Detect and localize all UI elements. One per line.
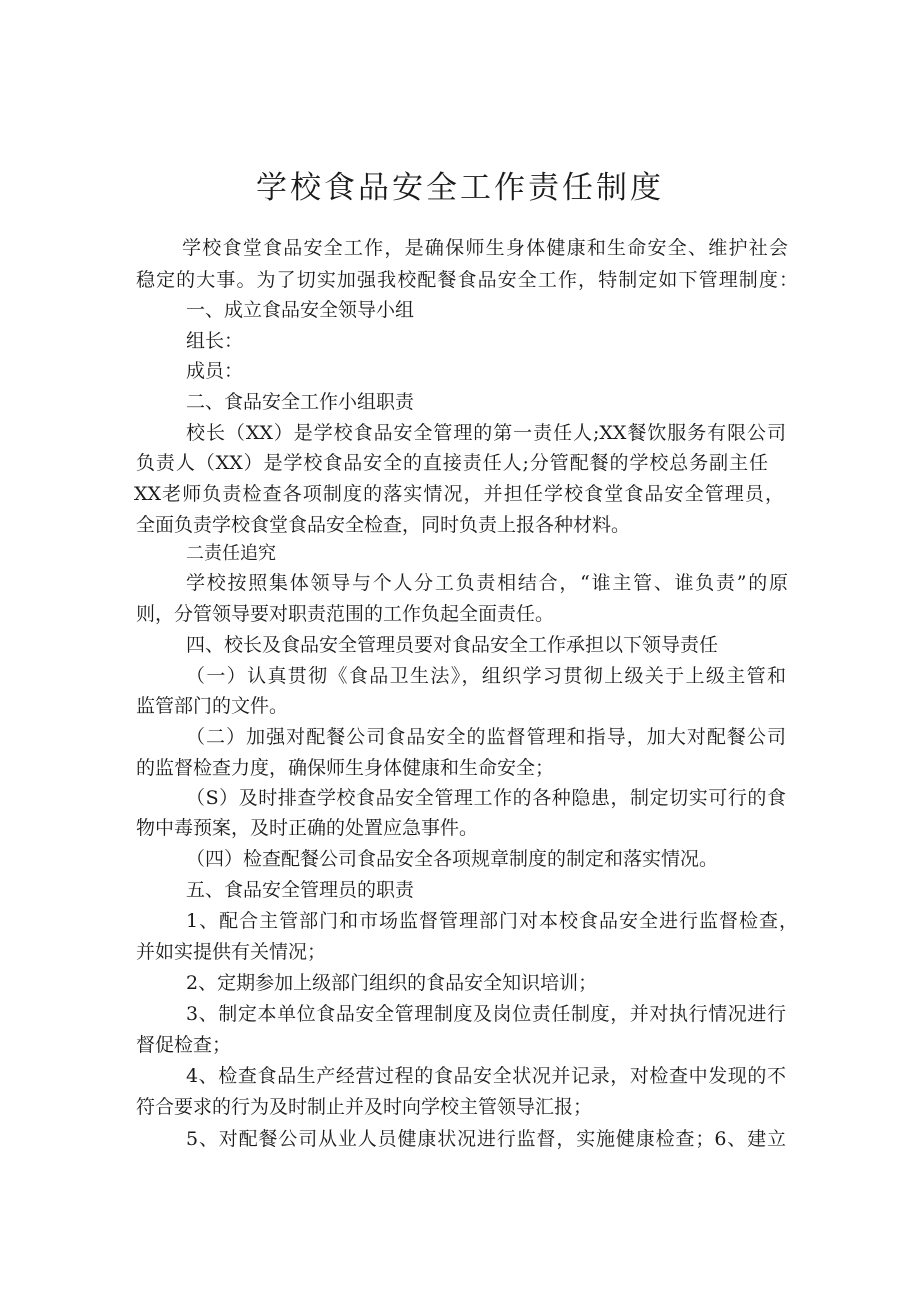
- paragraph-line: （一）认真贯彻《食品卫生法》，组织学习贯彻上级关于上级主管和: [186, 665, 786, 687]
- paragraph-line: 4、检查食品生产经营过程的食品安全状况并记录，对检查中发现的不: [186, 1065, 786, 1087]
- section-heading: 一、成立食品安全领导小组: [186, 299, 415, 321]
- paragraph-line: 全面负责学校食堂食品安全检查，同时负责上报各种材料。: [136, 514, 631, 536]
- section-heading: 五、食品安全管理员的职责: [186, 879, 415, 901]
- document-title: 学校食品安全工作责任制度: [256, 170, 664, 206]
- section-heading: 四、校长及食品安全管理员要对食品安全工作承担以下领导责任: [186, 634, 719, 656]
- paragraph-line: 校长（XX）是学校食品安全管理的第一责任人;XX餐饮服务有限公司: [186, 422, 786, 444]
- paragraph-line: 稳定的大事。为了切实加强我校配餐食品安全工作，特制定如下管理制度：: [136, 269, 798, 291]
- paragraph-line: 5、对配餐公司从业人员健康状况进行监督，实施健康检查；6、建立: [186, 1128, 786, 1150]
- paragraph-line: 成员：: [186, 360, 244, 382]
- paragraph-line: 组长：: [186, 330, 244, 352]
- section-heading: 二、食品安全工作小组职责: [186, 391, 415, 413]
- paragraph-line: 督促检查；: [136, 1034, 232, 1056]
- paragraph-line: （四）检查配餐公司食品安全各项规章制度的制定和落实情况。: [186, 848, 719, 870]
- paragraph-line: 则，分管领导要对职责范围的工作负起全面责任。: [136, 603, 555, 625]
- paragraph-line: 符合要求的行为及时制止并及时向学校主管领导汇报；: [136, 1096, 593, 1118]
- paragraph-line: 学校按照集体领导与个人分工负责相结合，“谁主管、谁负责”的原: [186, 572, 788, 594]
- paragraph-line: 监管部门的文件。: [136, 695, 289, 717]
- paragraph-line: 2、定期参加上级部门组织的食品安全知识培训；: [186, 972, 598, 994]
- paragraph-line: 的监督检查力度，确保师生身体健康和生命安全；: [136, 757, 555, 779]
- paragraph-line: 学校食堂食品安全工作，是确保师生身体健康和生命安全、维护社会: [182, 237, 788, 259]
- paragraph-line: XX老师负责检查各项制度的落实情况，并担任学校食堂食品安全管理员，: [134, 483, 784, 505]
- paragraph-line: 物中毒预案，及时正确的处置应急事件。: [136, 817, 479, 839]
- paragraph-line: 3、制定本单位食品安全管理制度及岗位责任制度，并对执行情况进行: [186, 1003, 786, 1025]
- paragraph-line: 负责人（XX）是学校食品安全的直接责任人;分管配餐的学校总务副主任: [136, 452, 768, 474]
- paragraph-line: 1、配合主管部门和市场监督管理部门对本校食品安全进行监督检查，: [186, 910, 798, 932]
- paragraph-line: 并如实提供有关情况；: [136, 941, 327, 963]
- paragraph-line: （二）加强对配餐公司食品安全的监督管理和指导，加大对配餐公司: [186, 726, 786, 748]
- paragraph-line: （S）及时排查学校食品安全管理工作的各种隐患，制定切实可行的食: [186, 787, 786, 809]
- section-heading: 二责任追究: [186, 543, 276, 564]
